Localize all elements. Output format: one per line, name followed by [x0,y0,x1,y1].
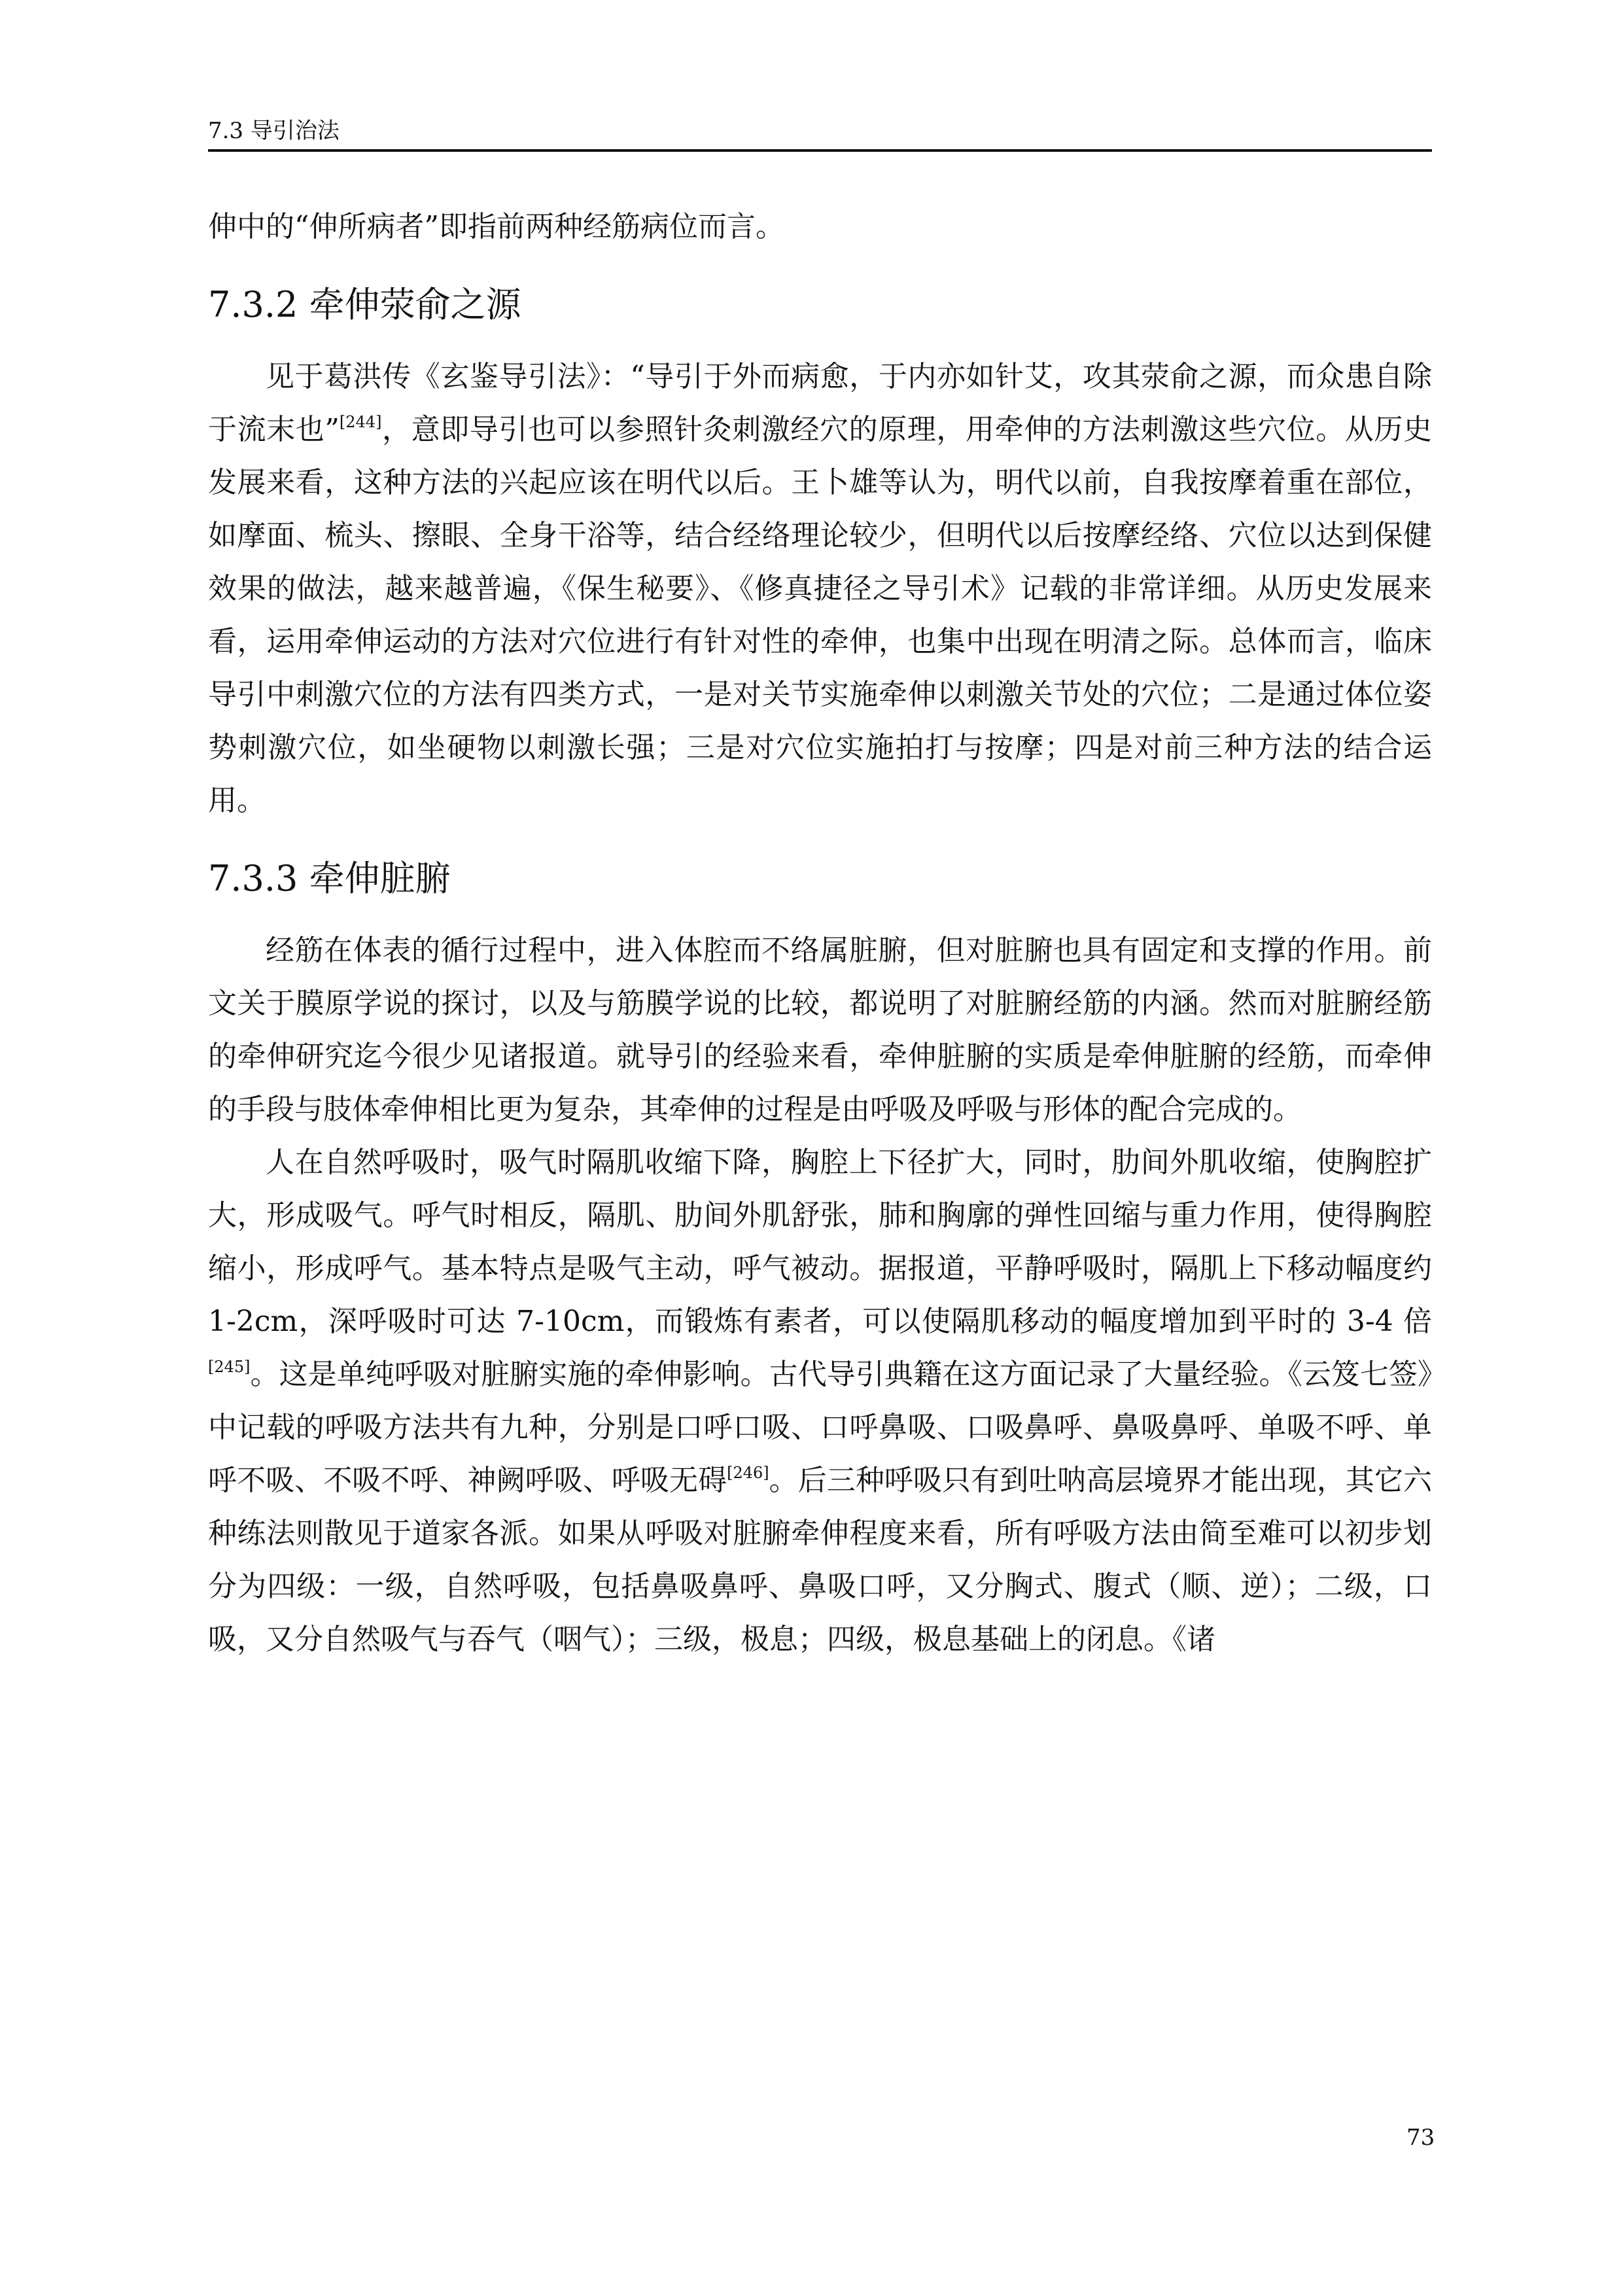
section-heading-7-3-3: 7.3.3 牵伸脏腑 [208,858,451,899]
citation-ref-246: [246] [727,1464,769,1482]
paragraph-continuation: 伸中的“伸所病者”即指前两种经筋病位而言。 [208,210,784,243]
paragraph-organ-tendons: 经筋在体表的循行过程中，进入体腔而不络属脏腑，但对脏腑也具有固定和支撑的作用。前文关于膜原学说的探讨，以及与筋膜学说的比较，都说明了对脏腑经筋的内涵。然而对脏腑经筋的牵伸研究迄今很少见诸报道。就导引的经验来看，牵伸脏腑的实质是牵伸脏腑的经筋，而牵伸的手段与肢体牵伸相比更为复杂，其牵伸的过程是由呼吸及呼吸与形体的配合完成的。 [208,934,1432,1126]
citation-ref-244: [244] [339,413,382,431]
paragraph-text: 。后三种呼吸只有到吐呐高层境界才能出现，其它六种练法则散见于道家各派。如果从呼吸对脏腑牵伸程度来看，所有呼吸方法由简至难可以初步划分为四级：一级，自然呼吸，包括鼻吸鼻呼、鼻吸口呼，又分胸式、腹式（顺、逆）；二级，口吸，又分自然吸气与吞气（咽气）；三级，极息；四级，极息基础上的闭息。《诸 [208,1464,1432,1656]
section-heading-7-3-2: 7.3.2 牵伸荥俞之源 [208,284,521,325]
paragraph-text: ，意即导引也可以参照针灸刺激经穴的原理，用牵伸的方法刺激这些穴位。从历史发展来看，这种方法的兴起应该在明代以后。王卜雄等认为，明代以前，自我按摩着重在部位，如摩面、梳头、擦眼、全身干浴等，结合经络理论较少，但明代以后按摩经络、穴位以达到保健效果的做法，越来越普遍，《保生秘要》、《修真捷径之导引术》记载的非常详细。从历史发展来看，运用牵伸运动的方法对穴位进行有针对性的牵伸，也集中出现在明清之际。总体而言，临床导引中刺激穴位的方法有四类方式，一是对关节实施牵伸以刺激关节处的穴位；二是通过体位姿势刺激穴位，如坐硬物以刺激长强；三是对穴位实施拍打与按摩；四是对前三种方法的结合运用。 [208,413,1432,817]
running-header [208,110,1432,149]
citation-ref-245: [245] [208,1358,251,1376]
paragraph-breathing [208,1136,1432,1666]
paragraph-text: 人在自然呼吸时，吸气时隔肌收缩下降，胸腔上下径扩大，同时，肋间外肌收缩，使胸腔扩大，形成吸气。呼气时相反，隔肌、肋间外肌舒张，肺和胸廓的弹性回缩与重力作用，使得胸腔缩小，形成呼气。基本特点是吸气主动，呼气被动。据报道，平静呼吸时，隔肌上下移动幅度约 1-2cm，深呼吸时可达 7-10cm，而锻炼有素者，可以使隔肌移动的幅度增加到平时的 3-4 倍 [208,1146,1432,1338]
running-header-title: 7.3 导引治法 [208,118,340,144]
paragraph-text: 。这是单纯呼吸对脏腑实施的牵伸影响。古代导引典籍在这方面记录了大量经验。《云笈七签》中记载的呼吸方法共有九种，分别是口呼口吸、口呼鼻吸、口吸鼻呼、鼻吸鼻呼、单吸不呼、单呼不吸、不吸不呼、神阙呼吸、呼吸无碍 [208,1358,1432,1497]
paragraph-acupoint-stretch [208,350,1432,827]
header-rule [208,149,1432,152]
page-number: 73 [1406,2125,1435,2151]
page-body [208,200,1432,1666]
paragraph-text: 见于葛洪传《玄鉴导引法》：“导引于外而病愈，于内亦如针艾，攻其荥俞之源，而众患自除于流末也” [208,360,1432,446]
